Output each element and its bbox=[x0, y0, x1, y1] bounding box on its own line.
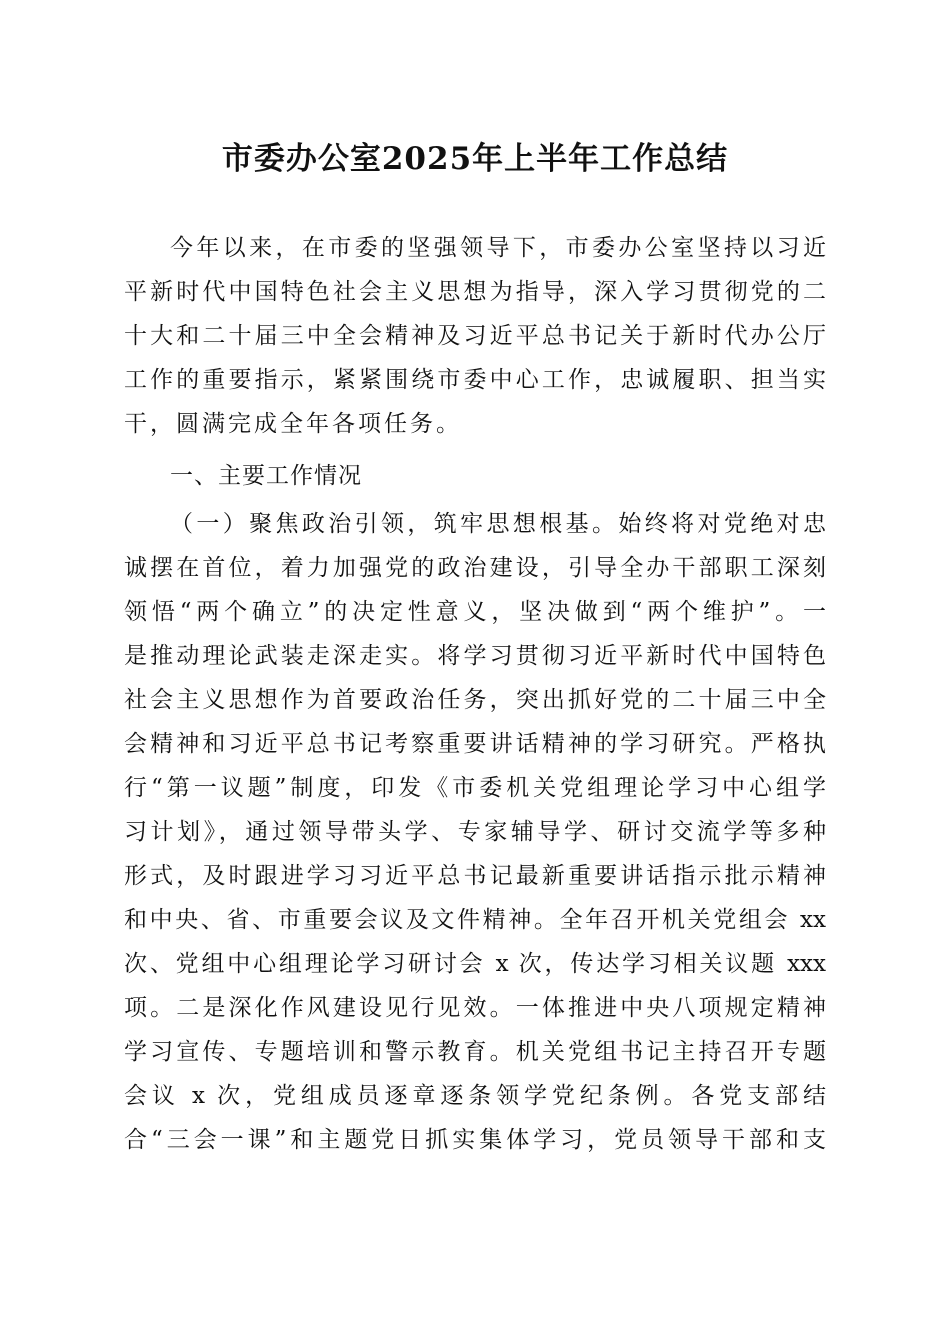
body-line-12: 项。二是深化作风建设见行见效。一体推进中央八项规定精神 bbox=[124, 995, 826, 1021]
intro-line-3: 十大和二十届三中全会精神及习近平总书记关于新时代办公厅 bbox=[124, 323, 826, 349]
intro-line-4: 工作的重要指示，紧紧围绕市委中心工作，忠诚履职、担当实 bbox=[124, 367, 826, 393]
body-line-15: 合“三会一课”和主题党日抓实集体学习，党员领导干部和支 bbox=[124, 1127, 826, 1153]
body-line-10: 和中央、省、市重要会议及文件精神。全年召开机关党组会 xx bbox=[124, 907, 826, 933]
body-line-13: 学习宣传、专题培训和警示教育。机关党组书记主持召开专题 bbox=[124, 1039, 826, 1065]
body-line-1: （一）聚焦政治引领，筑牢思想根基。始终将对党绝对忠 bbox=[170, 511, 826, 537]
intro-line-2: 平新时代中国特色社会主义思想为指导，深入学习贯彻党的二 bbox=[124, 279, 826, 305]
body-line-5: 社会主义思想作为首要政治任务，突出抓好党的二十届三中全 bbox=[124, 687, 826, 713]
body-line-8: 习计划》，通过领导带头学、专家辅导学、研讨交流学等多种 bbox=[124, 819, 826, 845]
body-line-2: 诚摆在首位，着力加强党的政治建设，引导全办干部职工深刻 bbox=[124, 555, 826, 581]
body-line-3: 领悟“两个确立”的决定性意义，坚决做到“两个维护”。一 bbox=[124, 599, 826, 625]
body-line-4: 是推动理论武装走深走实。将学习贯彻习近平新时代中国特色 bbox=[124, 643, 826, 669]
body-line-7: 行“第一议题”制度，印发《市委机关党组理论学习中心组学 bbox=[124, 775, 826, 801]
body-line-11: 次、党组中心组理论学习研讨会 x 次，传达学习相关议题 xxx bbox=[124, 951, 826, 977]
document-title: 市委办公室2025年上半年工作总结 bbox=[221, 141, 729, 177]
body-line-14: 会议 x 次，党组成员逐章逐条领学党纪条例。各党支部结 bbox=[124, 1083, 826, 1109]
body-line-9: 形式，及时跟进学习习近平总书记最新重要讲话指示批示精神 bbox=[124, 863, 826, 889]
intro-line-1: 今年以来，在市委的坚强领导下，市委办公室坚持以习近 bbox=[170, 235, 826, 261]
body-line-6: 会精神和习近平总书记考察重要讲话精神的学习研究。严格执 bbox=[124, 731, 826, 757]
section-heading: 一、主要工作情况 bbox=[170, 463, 362, 489]
intro-line-5: 干，圆满完成全年各项任务。 bbox=[124, 411, 462, 437]
